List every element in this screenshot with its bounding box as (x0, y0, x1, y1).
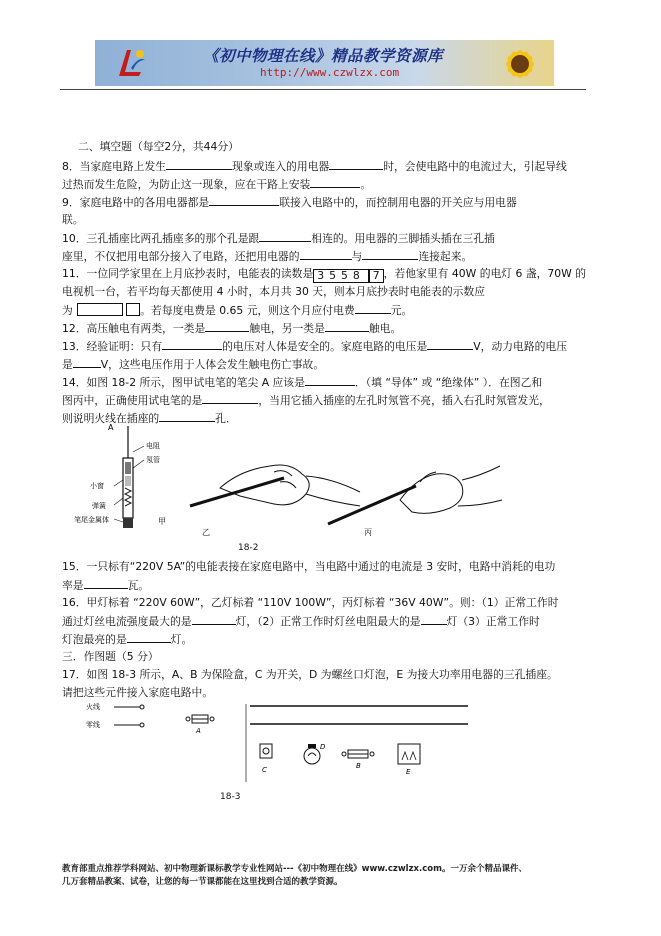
label-neutral-wire: 零线 (86, 721, 100, 729)
site-logo-icon (113, 46, 147, 80)
section-title-drawing: 三．作图题（5 分） (62, 650, 159, 663)
section-title-fill-in: 二、填空题（每空2分，共44分） (78, 140, 239, 153)
sunflower-icon (490, 40, 550, 86)
q11-line-2: 电视机一台，若平均每天都使用 4 小时，本月共 30 天，则本月底抄表时电能表的示数应 (62, 285, 486, 298)
q13-line-1: 13．经验证明：只有 的电压对人体是安全的。家庭电路的电压是 V，动力电路的电压 (62, 340, 568, 353)
q14-line-1: 14．如图 18-2 所示，图甲试电笔的笔尖 A 应该是 ．（填 “导体” 或 “绝缘体” ）．在图乙和 (62, 376, 543, 389)
label-live-wire: 火线 (86, 703, 100, 711)
meter-reading: 3558 (313, 269, 368, 283)
q9-line-1: 9．家庭电路中的各用电器都是 联接入电路中的，而控制用电器的开关应与用电器 (62, 196, 517, 209)
test-pen-jia (74, 423, 166, 528)
label-resistor: 电阻 (146, 442, 160, 450)
q10-line-1: 10．三孔插座比两孔插座多的那个孔是跟 相连的。用电器的三脚插头插在三孔插 (62, 232, 495, 245)
q16-line-3: 灯泡最亮的是 灯。 (62, 633, 193, 646)
header-banner (95, 40, 554, 86)
q15-line-2: 率是 瓦。 (62, 579, 150, 592)
label-spring: 弹簧 (92, 502, 106, 510)
figure-18-2-caption: 18-2 (238, 543, 259, 553)
q16-line-1: 16．甲灯标着 “220V 60W”，乙灯标着 “110V 100W”，丙灯标着 “36V 40W”。则：（1）正常工作时 (62, 596, 559, 609)
q9-line-2: 联。 (62, 213, 84, 226)
q13-line-2: 是 V，这些电压作用于人体会发生触电伤亡事故。 (62, 358, 325, 371)
meter-reading-last-digit: 7 (369, 269, 384, 283)
label-yi: 乙 (202, 528, 210, 537)
footer-line-2: 几万套精品教案、试卷，让您的每一节课都能在这里找到合适的教学资源。 (62, 877, 343, 887)
q14-line-2: 图丙中，正确使用试电笔的是 ，当用它插入插座的左孔时氖管不亮，插入右孔时氖管发光， (62, 394, 550, 407)
svg-text:A: A (196, 727, 201, 735)
label-jia: 甲 (158, 517, 166, 526)
hand-pen-bing (328, 466, 502, 537)
label-a: A (108, 423, 114, 432)
q10-line-2: 座里，不仅把用电部分接入了电路，还把用电器的 与 连接起来。 (62, 250, 473, 263)
hand-pen-yi (190, 465, 360, 537)
label-neon-tube: 氖管 (146, 456, 160, 464)
q17-line-2: 请把这些元件接入家庭电路中。 (62, 686, 214, 699)
q17-line-1: 17．如图 18-3 所示，A、B 为保险盒，C 为开关，D 为螺丝口灯泡，E 为接大功率用电器的三孔插座。 (62, 668, 558, 681)
figure-18-3 (80, 700, 480, 790)
q15-line-1: 15．一只标有“220V 5A”的电能表接在家庭电路中，当电路中通过的电流是 3 安时，电路中消耗的电功 (62, 560, 556, 573)
q8-line-1: 8．当家庭电路上发生 现象或连入的用电器 时，会使电路中的电流过大，引起导线 (62, 160, 567, 173)
switch-c (260, 744, 272, 774)
fuse-a (186, 715, 214, 735)
label-bing: 丙 (364, 528, 372, 537)
svg-text:B: B (356, 762, 361, 770)
svg-text:D: D (320, 743, 326, 751)
figure-18-3-caption: 18-3 (220, 792, 241, 802)
fuse-b (342, 750, 374, 770)
q14-line-3: 则说明火线在插座的 孔． (62, 412, 237, 425)
label-tail-metal: 笔尾金属体 (74, 516, 109, 524)
bulb-d (304, 743, 326, 764)
q16-line-2: 通过灯丝电流强度最大的是 灯，（2）正常工作时灯丝电阻最大的是 灯（3）正常工作时 (62, 615, 540, 628)
q8-line-2: 过热而发生危险，为防止这一现象，应在干路上安装 。 (62, 178, 372, 191)
footer-line-1: 教育部重点推荐学科网站、初中物理新课标教学专业性网站---《初中物理在线》www.czwlzx.com。一万余个精品课件、 (62, 864, 527, 874)
q11-line-1: 11．一位同学家里在上月底抄表时，电能表的读数是 3558 7 ，若他家里有 40W 的电灯 6 盏，70W 的 (62, 267, 587, 282)
q11-line-3: 为 。若每度电费是 0.65 元，则这个月应付电费 元。 (62, 304, 413, 317)
label-window: 小窗 (90, 482, 104, 490)
header-rule (60, 89, 586, 90)
banner-title: 《初中物理在线》精品教学资源库 (203, 46, 444, 65)
q12-line: 12．高压触电有两类，一类是 触电，另一类是 触电。 (62, 322, 402, 335)
figure-18-2 (70, 422, 510, 550)
svg-text:E: E (406, 768, 411, 776)
svg-text:C: C (262, 766, 267, 774)
banner-url[interactable]: http://www.czwlzx.com (260, 66, 400, 79)
socket-e (398, 744, 420, 776)
